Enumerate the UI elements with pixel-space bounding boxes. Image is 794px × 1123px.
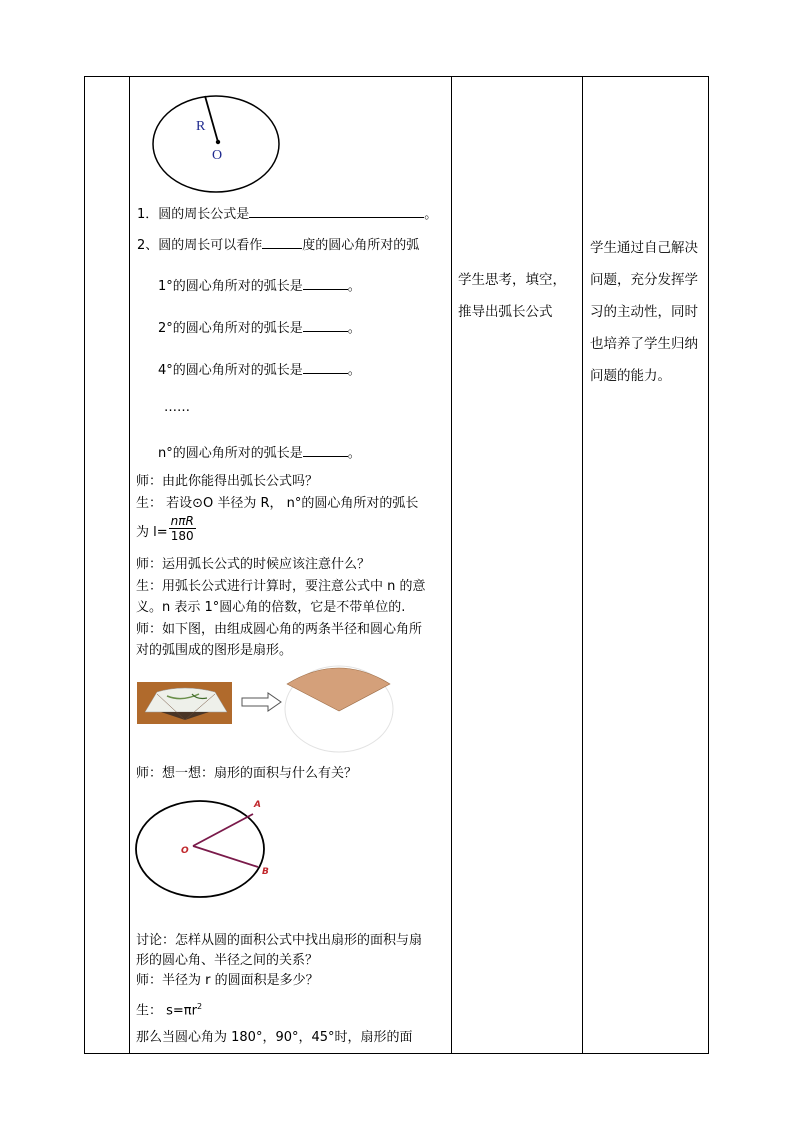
- design-purpose-line: 习的主动性，同时: [590, 304, 698, 320]
- dialog-line: 对的弧围成的图形是扇形。: [136, 643, 293, 658]
- area-formula-exponent: 2: [196, 1002, 203, 1011]
- answer-blank: [303, 319, 348, 332]
- circle-radius-diagram: [150, 92, 290, 196]
- answer-blank: [303, 277, 348, 290]
- dialog-line: 师：由此你能得出弧长公式吗？: [136, 474, 319, 489]
- arc-line-end: 。: [347, 321, 361, 336]
- dialog-line: 生：用弧长公式进行计算时，要注意公式中 n 的意: [136, 579, 426, 594]
- question-1-end: 。: [424, 207, 438, 222]
- dialog-line: 师：想一想：扇形的面积与什么有关？: [136, 766, 358, 781]
- area-formula: [136, 999, 202, 1019]
- dialog-line: 讨论：怎样从圆的面积公式中找出扇形的面积与扇: [136, 933, 423, 948]
- label-o: O: [212, 148, 223, 163]
- question-1: [137, 205, 437, 223]
- student-activity-line: 推导出弧长公式: [458, 304, 553, 320]
- label-a: A: [254, 800, 261, 810]
- design-purpose-line: 问题的能力。: [590, 368, 671, 384]
- sector-diagram: [282, 664, 396, 756]
- question-2-prefix: 2、圆的周长可以看作: [137, 238, 263, 253]
- column-divider: [129, 77, 130, 1053]
- arc-line-end: 。: [347, 363, 361, 378]
- ellipsis-text: ……: [164, 400, 190, 415]
- arc-line-n: [158, 444, 361, 462]
- answer-blank: [262, 236, 302, 249]
- question-2-suffix: 度的圆心角所对的弧: [302, 238, 420, 253]
- radius-ob: [193, 846, 258, 867]
- arc-line-end: 。: [347, 279, 361, 294]
- design-purpose: [590, 232, 698, 392]
- dialog-line: 那么当圆心角为 180°，90°，45°时，扇形的面: [136, 1030, 413, 1045]
- label-o: O: [181, 846, 189, 856]
- arc-line-2: [158, 319, 361, 337]
- arc-line-text: 4°的圆心角所对的弧长是: [158, 363, 303, 378]
- fraction-denominator: 180: [170, 529, 194, 543]
- sector-aob-diagram: [134, 795, 274, 905]
- area-formula-text: 生： s=πr: [136, 1003, 197, 1019]
- dialog-line: 义。n 表示 1°圆心角的倍数，它是不带单位的.: [136, 600, 406, 615]
- question-2: [137, 236, 419, 254]
- center-point: [216, 140, 220, 144]
- fraction-numerator: nπR: [170, 514, 194, 528]
- dialog-line: 形的圆心角、半径之间的关系？: [136, 953, 319, 968]
- design-purpose-line: 学生通过自己解决: [590, 240, 698, 256]
- formula-fraction: [169, 514, 196, 543]
- right-arrow-icon: [240, 690, 284, 714]
- sector-shape: [287, 668, 390, 711]
- arc-line-1: [158, 277, 361, 295]
- column-divider: [451, 77, 452, 1053]
- design-purpose-line: 问题，充分发挥学: [590, 272, 698, 288]
- dialog-line: 师：半径为 r 的圆面积是多少？: [136, 973, 319, 988]
- radius-line: [205, 96, 218, 142]
- answer-blank: [303, 361, 348, 374]
- folding-fan-image: [137, 682, 232, 724]
- radius-oa: [193, 814, 253, 846]
- question-1-text: 1．圆的周长公式是: [137, 207, 250, 222]
- dialog-line: 师：运用弧长公式的时候应该注意什么？: [136, 557, 371, 572]
- label-r: R: [196, 119, 206, 134]
- answer-blank: [249, 205, 424, 218]
- circle-outline: [153, 96, 279, 192]
- arc-line-4: [158, 361, 361, 379]
- label-b: B: [262, 867, 269, 877]
- column-divider: [582, 77, 583, 1053]
- answer-blank: [303, 444, 348, 457]
- arc-line-ellipsis: [164, 400, 190, 416]
- arc-formula: [136, 514, 196, 547]
- formula-prefix: 为 l=: [136, 525, 168, 540]
- dialog-line: 生： 若设⊙O 半径为 R， n°的圆心角所对的弧长: [136, 496, 419, 511]
- design-purpose-line: 也培养了学生归纳: [590, 336, 698, 352]
- arc-line-text: n°的圆心角所对的弧长是: [158, 446, 303, 461]
- arc-line-text: 2°的圆心角所对的弧长是: [158, 321, 303, 336]
- student-activity: [458, 264, 566, 328]
- dialog-line: 师：如下图，由组成圆心角的两条半径和圆心角所: [136, 622, 423, 637]
- arc-line-text: 1°的圆心角所对的弧长是: [158, 279, 303, 294]
- arc-line-end: 。: [347, 446, 361, 461]
- student-activity-line: 学生思考，填空，: [458, 272, 566, 288]
